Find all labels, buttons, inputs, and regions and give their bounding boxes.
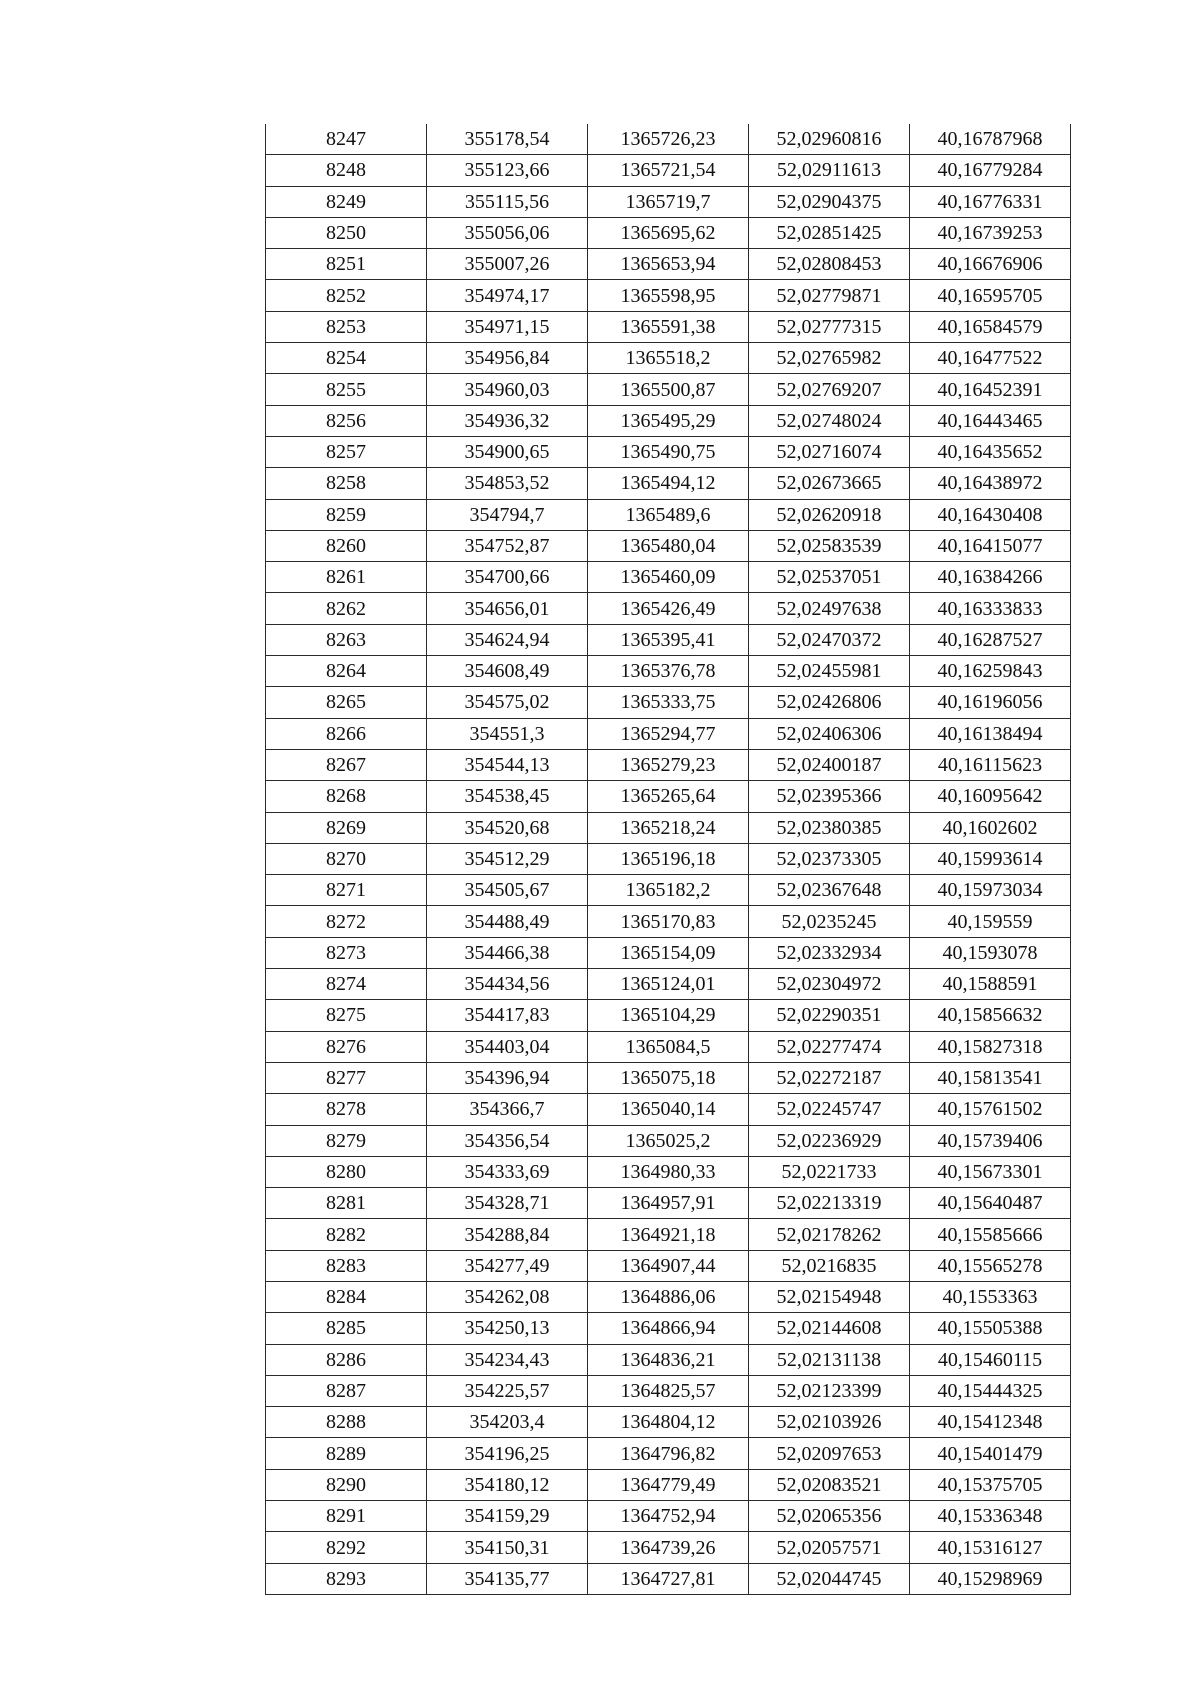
table-row — [266, 718, 1071, 749]
table-row — [266, 1438, 1071, 1469]
table-row — [266, 906, 1071, 937]
x-coordinate-cell: 354196,25 — [427, 1438, 588, 1469]
latitude-cell: 52,02851425 — [749, 217, 910, 248]
table-row — [266, 499, 1071, 530]
longitude-cell: 40,16787968 — [910, 124, 1071, 155]
point-number-cell: 8277 — [266, 1062, 427, 1093]
latitude-cell: 52,02470372 — [749, 624, 910, 655]
longitude-cell: 40,15444325 — [910, 1375, 1071, 1406]
latitude-cell: 52,02178262 — [749, 1219, 910, 1250]
x-coordinate-cell: 354700,66 — [427, 562, 588, 593]
latitude-cell: 52,0235245 — [749, 906, 910, 937]
point-number-cell: 8278 — [266, 1094, 427, 1125]
longitude-cell: 40,15401479 — [910, 1438, 1071, 1469]
x-coordinate-cell: 354333,69 — [427, 1156, 588, 1187]
longitude-cell: 40,1553363 — [910, 1281, 1071, 1312]
longitude-cell: 40,1588591 — [910, 969, 1071, 1000]
latitude-cell: 52,02083521 — [749, 1469, 910, 1500]
latitude-cell: 52,02131138 — [749, 1344, 910, 1375]
table-row — [266, 1281, 1071, 1312]
point-number-cell: 8272 — [266, 906, 427, 937]
longitude-cell: 40,1593078 — [910, 937, 1071, 968]
table-row — [266, 1156, 1071, 1187]
y-coordinate-cell: 1364957,91 — [588, 1188, 749, 1219]
point-number-cell: 8265 — [266, 687, 427, 718]
point-number-cell: 8288 — [266, 1407, 427, 1438]
x-coordinate-cell: 354544,13 — [427, 749, 588, 780]
x-coordinate-cell: 354960,03 — [427, 374, 588, 405]
y-coordinate-cell: 1365104,29 — [588, 1000, 749, 1031]
x-coordinate-cell: 354794,7 — [427, 499, 588, 530]
y-coordinate-cell: 1364907,44 — [588, 1250, 749, 1281]
longitude-cell: 40,15673301 — [910, 1156, 1071, 1187]
longitude-cell: 40,15813541 — [910, 1062, 1071, 1093]
table-row — [266, 593, 1071, 624]
x-coordinate-cell: 354328,71 — [427, 1188, 588, 1219]
table-row — [266, 374, 1071, 405]
table-row — [266, 436, 1071, 467]
table-row — [266, 155, 1071, 186]
table-row — [266, 1219, 1071, 1250]
latitude-cell: 52,02154948 — [749, 1281, 910, 1312]
longitude-cell: 40,16196056 — [910, 687, 1071, 718]
point-number-cell: 8284 — [266, 1281, 427, 1312]
y-coordinate-cell: 1364825,57 — [588, 1375, 749, 1406]
latitude-cell: 52,02406306 — [749, 718, 910, 749]
table-row — [266, 186, 1071, 217]
longitude-cell: 40,16415077 — [910, 530, 1071, 561]
longitude-cell: 40,15856632 — [910, 1000, 1071, 1031]
table-row — [266, 1469, 1071, 1500]
table-row — [266, 1344, 1071, 1375]
x-coordinate-cell: 354288,84 — [427, 1219, 588, 1250]
y-coordinate-cell: 1365426,49 — [588, 593, 749, 624]
latitude-cell: 52,02123399 — [749, 1375, 910, 1406]
table-row — [266, 280, 1071, 311]
point-number-cell: 8290 — [266, 1469, 427, 1500]
longitude-cell: 40,15973034 — [910, 875, 1071, 906]
table-row — [266, 781, 1071, 812]
y-coordinate-cell: 1365494,12 — [588, 468, 749, 499]
latitude-cell: 52,02213319 — [749, 1188, 910, 1219]
x-coordinate-cell: 354488,49 — [427, 906, 588, 937]
x-coordinate-cell: 354956,84 — [427, 343, 588, 374]
longitude-cell: 40,16779284 — [910, 155, 1071, 186]
y-coordinate-cell: 1365294,77 — [588, 718, 749, 749]
table-row — [266, 1532, 1071, 1563]
latitude-cell: 52,02097653 — [749, 1438, 910, 1469]
latitude-cell: 52,02277474 — [749, 1031, 910, 1062]
x-coordinate-cell: 354434,56 — [427, 969, 588, 1000]
y-coordinate-cell: 1364752,94 — [588, 1501, 749, 1532]
point-number-cell: 8258 — [266, 468, 427, 499]
table-row — [266, 1094, 1071, 1125]
point-number-cell: 8289 — [266, 1438, 427, 1469]
point-number-cell: 8266 — [266, 718, 427, 749]
y-coordinate-cell: 1365591,38 — [588, 311, 749, 342]
y-coordinate-cell: 1365124,01 — [588, 969, 749, 1000]
y-coordinate-cell: 1365489,6 — [588, 499, 749, 530]
latitude-cell: 52,02537051 — [749, 562, 910, 593]
x-coordinate-cell: 354505,67 — [427, 875, 588, 906]
point-number-cell: 8247 — [266, 124, 427, 155]
coordinates-table-body — [266, 124, 1071, 1594]
table-row — [266, 1501, 1071, 1532]
y-coordinate-cell: 1365170,83 — [588, 906, 749, 937]
x-coordinate-cell: 354150,31 — [427, 1532, 588, 1563]
longitude-cell: 40,16739253 — [910, 217, 1071, 248]
point-number-cell: 8282 — [266, 1219, 427, 1250]
point-number-cell: 8269 — [266, 812, 427, 843]
latitude-cell: 52,02960816 — [749, 124, 910, 155]
longitude-cell: 40,16435652 — [910, 436, 1071, 467]
x-coordinate-cell: 354403,04 — [427, 1031, 588, 1062]
x-coordinate-cell: 354396,94 — [427, 1062, 588, 1093]
point-number-cell: 8292 — [266, 1532, 427, 1563]
table-row — [266, 1000, 1071, 1031]
x-coordinate-cell: 354135,77 — [427, 1563, 588, 1594]
point-number-cell: 8275 — [266, 1000, 427, 1031]
longitude-cell: 40,16115623 — [910, 749, 1071, 780]
table-row — [266, 687, 1071, 718]
y-coordinate-cell: 1365518,2 — [588, 343, 749, 374]
longitude-cell: 40,15412348 — [910, 1407, 1071, 1438]
y-coordinate-cell: 1365025,2 — [588, 1125, 749, 1156]
longitude-cell: 40,16477522 — [910, 343, 1071, 374]
point-number-cell: 8286 — [266, 1344, 427, 1375]
table-row — [266, 249, 1071, 280]
y-coordinate-cell: 1365075,18 — [588, 1062, 749, 1093]
table-row — [266, 1313, 1071, 1344]
table-row — [266, 1031, 1071, 1062]
latitude-cell: 52,02103926 — [749, 1407, 910, 1438]
y-coordinate-cell: 1365598,95 — [588, 280, 749, 311]
table-row — [266, 311, 1071, 342]
point-number-cell: 8293 — [266, 1563, 427, 1594]
latitude-cell: 52,02367648 — [749, 875, 910, 906]
latitude-cell: 52,02779871 — [749, 280, 910, 311]
latitude-cell: 52,02144608 — [749, 1313, 910, 1344]
latitude-cell: 52,02290351 — [749, 1000, 910, 1031]
latitude-cell: 52,02455981 — [749, 656, 910, 687]
longitude-cell: 40,15336348 — [910, 1501, 1071, 1532]
latitude-cell: 52,02304972 — [749, 969, 910, 1000]
x-coordinate-cell: 355115,56 — [427, 186, 588, 217]
point-number-cell: 8270 — [266, 843, 427, 874]
latitude-cell: 52,02380385 — [749, 812, 910, 843]
longitude-cell: 40,16259843 — [910, 656, 1071, 687]
table-row — [266, 749, 1071, 780]
table-row — [266, 1188, 1071, 1219]
point-number-cell: 8279 — [266, 1125, 427, 1156]
latitude-cell: 52,02395366 — [749, 781, 910, 812]
x-coordinate-cell: 354520,68 — [427, 812, 588, 843]
y-coordinate-cell: 1364804,12 — [588, 1407, 749, 1438]
point-number-cell: 8254 — [266, 343, 427, 374]
latitude-cell: 52,02400187 — [749, 749, 910, 780]
latitude-cell: 52,02716074 — [749, 436, 910, 467]
table-row — [266, 1375, 1071, 1406]
x-coordinate-cell: 354608,49 — [427, 656, 588, 687]
point-number-cell: 8268 — [266, 781, 427, 812]
latitude-cell: 52,02426806 — [749, 687, 910, 718]
x-coordinate-cell: 354656,01 — [427, 593, 588, 624]
y-coordinate-cell: 1365218,24 — [588, 812, 749, 843]
x-coordinate-cell: 354752,87 — [427, 530, 588, 561]
x-coordinate-cell: 354551,3 — [427, 718, 588, 749]
longitude-cell: 40,16138494 — [910, 718, 1071, 749]
table-row — [266, 217, 1071, 248]
y-coordinate-cell: 1365460,09 — [588, 562, 749, 593]
latitude-cell: 52,02583539 — [749, 530, 910, 561]
y-coordinate-cell: 1365084,5 — [588, 1031, 749, 1062]
longitude-cell: 40,16676906 — [910, 249, 1071, 280]
latitude-cell: 52,02236929 — [749, 1125, 910, 1156]
latitude-cell: 52,02777315 — [749, 311, 910, 342]
longitude-cell: 40,16384266 — [910, 562, 1071, 593]
latitude-cell: 52,0221733 — [749, 1156, 910, 1187]
latitude-cell: 52,02245747 — [749, 1094, 910, 1125]
latitude-cell: 52,02808453 — [749, 249, 910, 280]
latitude-cell: 52,02620918 — [749, 499, 910, 530]
coordinates-table — [265, 124, 1071, 1595]
longitude-cell: 40,1602602 — [910, 812, 1071, 843]
y-coordinate-cell: 1364796,82 — [588, 1438, 749, 1469]
x-coordinate-cell: 354159,29 — [427, 1501, 588, 1532]
point-number-cell: 8291 — [266, 1501, 427, 1532]
longitude-cell: 40,16438972 — [910, 468, 1071, 499]
table-row — [266, 1062, 1071, 1093]
longitude-cell: 40,15565278 — [910, 1250, 1071, 1281]
x-coordinate-cell: 354624,94 — [427, 624, 588, 655]
table-row — [266, 969, 1071, 1000]
table-row — [266, 1563, 1071, 1594]
point-number-cell: 8261 — [266, 562, 427, 593]
point-number-cell: 8256 — [266, 405, 427, 436]
y-coordinate-cell: 1364886,06 — [588, 1281, 749, 1312]
latitude-cell: 52,02765982 — [749, 343, 910, 374]
longitude-cell: 40,15761502 — [910, 1094, 1071, 1125]
latitude-cell: 52,02057571 — [749, 1532, 910, 1563]
x-coordinate-cell: 354466,38 — [427, 937, 588, 968]
point-number-cell: 8287 — [266, 1375, 427, 1406]
y-coordinate-cell: 1365154,09 — [588, 937, 749, 968]
y-coordinate-cell: 1365721,54 — [588, 155, 749, 186]
x-coordinate-cell: 354512,29 — [427, 843, 588, 874]
x-coordinate-cell: 354417,83 — [427, 1000, 588, 1031]
table-row — [266, 1407, 1071, 1438]
latitude-cell: 52,02373305 — [749, 843, 910, 874]
point-number-cell: 8251 — [266, 249, 427, 280]
table-row — [266, 562, 1071, 593]
y-coordinate-cell: 1365182,2 — [588, 875, 749, 906]
y-coordinate-cell: 1365653,94 — [588, 249, 749, 280]
y-coordinate-cell: 1364980,33 — [588, 1156, 749, 1187]
point-number-cell: 8267 — [266, 749, 427, 780]
longitude-cell: 40,16584579 — [910, 311, 1071, 342]
table-row — [266, 812, 1071, 843]
point-number-cell: 8264 — [266, 656, 427, 687]
point-number-cell: 8257 — [266, 436, 427, 467]
x-coordinate-cell: 354262,08 — [427, 1281, 588, 1312]
longitude-cell: 40,16333833 — [910, 593, 1071, 624]
latitude-cell: 52,02065356 — [749, 1501, 910, 1532]
latitude-cell: 52,02911613 — [749, 155, 910, 186]
y-coordinate-cell: 1365196,18 — [588, 843, 749, 874]
x-coordinate-cell: 354936,32 — [427, 405, 588, 436]
longitude-cell: 40,16452391 — [910, 374, 1071, 405]
latitude-cell: 52,02748024 — [749, 405, 910, 436]
point-number-cell: 8285 — [266, 1313, 427, 1344]
x-coordinate-cell: 354356,54 — [427, 1125, 588, 1156]
longitude-cell: 40,15316127 — [910, 1532, 1071, 1563]
latitude-cell: 52,02673665 — [749, 468, 910, 499]
x-coordinate-cell: 354366,7 — [427, 1094, 588, 1125]
y-coordinate-cell: 1365279,23 — [588, 749, 749, 780]
y-coordinate-cell: 1364866,94 — [588, 1313, 749, 1344]
y-coordinate-cell: 1365265,64 — [588, 781, 749, 812]
point-number-cell: 8255 — [266, 374, 427, 405]
longitude-cell: 40,16595705 — [910, 280, 1071, 311]
latitude-cell: 52,02769207 — [749, 374, 910, 405]
point-number-cell: 8281 — [266, 1188, 427, 1219]
point-number-cell: 8262 — [266, 593, 427, 624]
y-coordinate-cell: 1365490,75 — [588, 436, 749, 467]
y-coordinate-cell: 1364921,18 — [588, 1219, 749, 1250]
y-coordinate-cell: 1365395,41 — [588, 624, 749, 655]
x-coordinate-cell: 354853,52 — [427, 468, 588, 499]
x-coordinate-cell: 354974,17 — [427, 280, 588, 311]
x-coordinate-cell: 354900,65 — [427, 436, 588, 467]
latitude-cell: 52,0216835 — [749, 1250, 910, 1281]
longitude-cell: 40,16287527 — [910, 624, 1071, 655]
x-coordinate-cell: 354971,15 — [427, 311, 588, 342]
table-row — [266, 1125, 1071, 1156]
longitude-cell: 40,159559 — [910, 906, 1071, 937]
x-coordinate-cell: 354180,12 — [427, 1469, 588, 1500]
table-row — [266, 468, 1071, 499]
table-row — [266, 343, 1071, 374]
table-row — [266, 530, 1071, 561]
longitude-cell: 40,16776331 — [910, 186, 1071, 217]
table-row — [266, 124, 1071, 155]
y-coordinate-cell: 1365333,75 — [588, 687, 749, 718]
point-number-cell: 8274 — [266, 969, 427, 1000]
point-number-cell: 8271 — [266, 875, 427, 906]
point-number-cell: 8273 — [266, 937, 427, 968]
x-coordinate-cell: 354575,02 — [427, 687, 588, 718]
point-number-cell: 8263 — [266, 624, 427, 655]
x-coordinate-cell: 355056,06 — [427, 217, 588, 248]
table-row — [266, 656, 1071, 687]
y-coordinate-cell: 1365719,7 — [588, 186, 749, 217]
point-number-cell: 8280 — [266, 1156, 427, 1187]
longitude-cell: 40,16443465 — [910, 405, 1071, 436]
y-coordinate-cell: 1365480,04 — [588, 530, 749, 561]
latitude-cell: 52,02332934 — [749, 937, 910, 968]
x-coordinate-cell: 354250,13 — [427, 1313, 588, 1344]
table-row — [266, 624, 1071, 655]
longitude-cell: 40,15298969 — [910, 1563, 1071, 1594]
y-coordinate-cell: 1365376,78 — [588, 656, 749, 687]
x-coordinate-cell: 354203,4 — [427, 1407, 588, 1438]
x-coordinate-cell: 354234,43 — [427, 1344, 588, 1375]
y-coordinate-cell: 1365500,87 — [588, 374, 749, 405]
longitude-cell: 40,15460115 — [910, 1344, 1071, 1375]
longitude-cell: 40,15640487 — [910, 1188, 1071, 1219]
longitude-cell: 40,15505388 — [910, 1313, 1071, 1344]
y-coordinate-cell: 1364739,26 — [588, 1532, 749, 1563]
point-number-cell: 8276 — [266, 1031, 427, 1062]
point-number-cell: 8253 — [266, 311, 427, 342]
point-number-cell: 8283 — [266, 1250, 427, 1281]
latitude-cell: 52,02497638 — [749, 593, 910, 624]
point-number-cell: 8249 — [266, 186, 427, 217]
longitude-cell: 40,15375705 — [910, 1469, 1071, 1500]
longitude-cell: 40,15585666 — [910, 1219, 1071, 1250]
point-number-cell: 8248 — [266, 155, 427, 186]
y-coordinate-cell: 1364727,81 — [588, 1563, 749, 1594]
table-row — [266, 405, 1071, 436]
y-coordinate-cell: 1365495,29 — [588, 405, 749, 436]
x-coordinate-cell: 354538,45 — [427, 781, 588, 812]
latitude-cell: 52,02272187 — [749, 1062, 910, 1093]
point-number-cell: 8260 — [266, 530, 427, 561]
latitude-cell: 52,02044745 — [749, 1563, 910, 1594]
y-coordinate-cell: 1364836,21 — [588, 1344, 749, 1375]
table-row — [266, 843, 1071, 874]
x-coordinate-cell: 355007,26 — [427, 249, 588, 280]
y-coordinate-cell: 1365695,62 — [588, 217, 749, 248]
point-number-cell: 8259 — [266, 499, 427, 530]
longitude-cell: 40,16095642 — [910, 781, 1071, 812]
y-coordinate-cell: 1364779,49 — [588, 1469, 749, 1500]
table-row — [266, 875, 1071, 906]
latitude-cell: 52,02904375 — [749, 186, 910, 217]
x-coordinate-cell: 355178,54 — [427, 124, 588, 155]
longitude-cell: 40,15827318 — [910, 1031, 1071, 1062]
longitude-cell: 40,16430408 — [910, 499, 1071, 530]
x-coordinate-cell: 354277,49 — [427, 1250, 588, 1281]
y-coordinate-cell: 1365726,23 — [588, 124, 749, 155]
table-row — [266, 1250, 1071, 1281]
longitude-cell: 40,15993614 — [910, 843, 1071, 874]
point-number-cell: 8252 — [266, 280, 427, 311]
longitude-cell: 40,15739406 — [910, 1125, 1071, 1156]
x-coordinate-cell: 354225,57 — [427, 1375, 588, 1406]
point-number-cell: 8250 — [266, 217, 427, 248]
table-row — [266, 937, 1071, 968]
y-coordinate-cell: 1365040,14 — [588, 1094, 749, 1125]
x-coordinate-cell: 355123,66 — [427, 155, 588, 186]
